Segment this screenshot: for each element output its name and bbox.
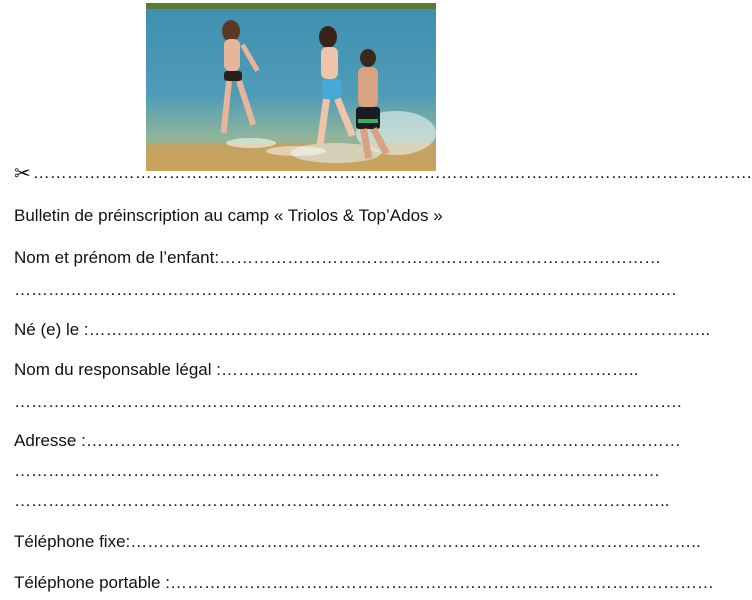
birth-date-label: Né (e) le : (14, 320, 89, 339)
child-name-label: Nom et prénom de l’enfant: (14, 248, 220, 267)
mobile-phone-field[interactable]: …………………………………………………………………………………… (169, 573, 714, 592)
guardian-field[interactable]: ……………………………………………………………….. (220, 360, 639, 379)
guardian-field-line-2[interactable]: ………………………………………………………………………………………………………. (14, 392, 682, 411)
birth-date-row[interactable] (14, 319, 711, 341)
address-field[interactable]: …………………………………………………………………………………………… (85, 431, 681, 450)
children-running-in-water-image (146, 3, 436, 171)
landline-phone-field[interactable]: ……………………………………………………………………………………….. (130, 532, 701, 551)
landline-phone-label: Téléphone fixe: (14, 532, 131, 551)
form-title: Bulletin de préinscription au camp « Triolos & Top’Ados » (14, 206, 443, 225)
address-field-line-3[interactable]: …………………………………………………………………………………………………….. (14, 491, 670, 510)
guardian-label: Nom du responsable légal : (14, 360, 221, 379)
cut-dotted-line: ………………………………………………………………………………………………………………. (32, 163, 752, 182)
child-name-field-line-2[interactable]: ……………………………………………………………………………………………………… (14, 280, 677, 299)
scissors-icon: ✂ (14, 161, 31, 185)
address-label: Adresse : (14, 431, 86, 450)
mobile-phone-label: Téléphone portable : (14, 573, 170, 592)
cut-line (14, 161, 752, 185)
beach-photo (146, 3, 436, 171)
birth-date-field[interactable]: ……………………………………………………………………………………………….. (88, 320, 711, 339)
landline-phone-row[interactable] (14, 531, 701, 553)
child-name-row[interactable] (14, 247, 662, 269)
guardian-row[interactable] (14, 359, 639, 381)
address-row[interactable] (14, 430, 681, 452)
address-field-line-2[interactable]: …………………………………………………………………………………………………… (14, 461, 660, 480)
mobile-phone-row[interactable] (14, 572, 714, 594)
child-name-field[interactable]: …………………………………………………………………… (219, 248, 662, 267)
